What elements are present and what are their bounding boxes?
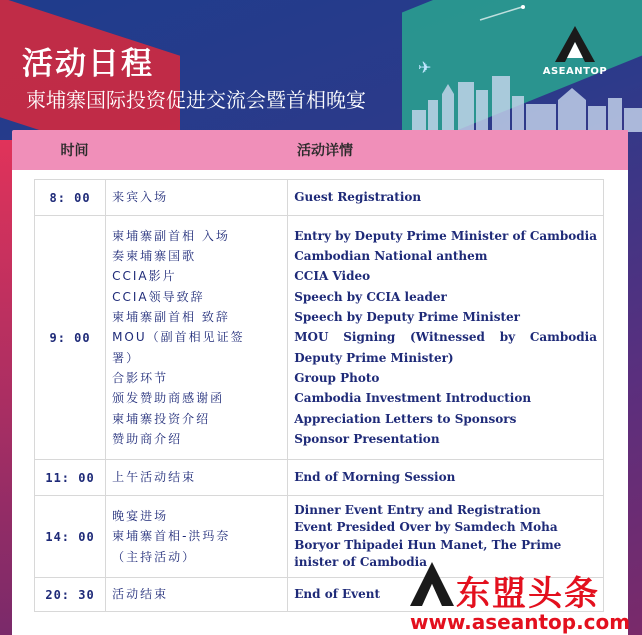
table-row xyxy=(35,216,604,460)
english-detail-line: Speech by CCIA leader xyxy=(294,289,447,304)
english-detail-line: Guest Registration xyxy=(294,190,422,205)
chinese-detail-line: 奏柬埔寨国歌 xyxy=(112,249,197,264)
chinese-detail-line: 来宾入场 xyxy=(112,190,169,205)
chinese-detail-line: （主持活动） xyxy=(112,549,197,564)
english-detail-line: Boryor Thipadei Hun Manet, The Prime xyxy=(294,537,562,552)
english-detail-line: Speech by Deputy Prime Minister xyxy=(294,310,520,325)
english-detail-cell xyxy=(288,460,604,496)
column-header-detail: 活动详情 xyxy=(297,143,353,159)
chinese-detail-line: MOU（副首相见证签 xyxy=(112,330,245,345)
chinese-detail-line: CCIA领导致辞 xyxy=(112,289,205,304)
time-cell: 8: 00 xyxy=(35,180,106,216)
english-detail-cell xyxy=(288,180,604,216)
watermark-brand-text: 东盟头条 xyxy=(456,574,600,614)
english-detail-line: MOU Signing (Witnessed by Cambodia xyxy=(294,330,597,345)
chinese-detail-line: 柬埔寨投资介绍 xyxy=(112,411,211,426)
chinese-detail-line: 柬埔寨首相-洪玛奈 xyxy=(112,529,231,544)
chinese-detail-line: 柬埔寨副首相 致辞 xyxy=(112,310,230,325)
chinese-detail-line: 赞助商介绍 xyxy=(112,431,183,446)
airplane-icon: ✈ xyxy=(418,58,432,77)
english-detail-cell xyxy=(288,216,604,460)
page-subtitle: 柬埔寨国际投资促进交流会暨首相晚宴 xyxy=(26,88,366,112)
english-detail-line: Cambodia Investment Introduction xyxy=(294,391,532,406)
aseantop-watermark xyxy=(400,560,642,635)
english-detail-line: inister of Cambodia xyxy=(294,555,428,569)
schedule-table xyxy=(34,179,604,612)
english-detail-line: Appreciation Letters to Sponsors xyxy=(294,411,517,426)
chinese-detail-cell xyxy=(106,496,288,578)
english-detail-line: Cambodian National anthem xyxy=(294,249,488,264)
english-detail-line: Sponsor Presentation xyxy=(294,431,440,446)
english-detail-line: Entry by Deputy Prime Minister of Cambodia xyxy=(294,228,597,243)
column-header-time: 时间 xyxy=(60,143,89,159)
aseantop-watermark-icon xyxy=(408,560,456,608)
aseantop-logo-icon xyxy=(553,24,597,64)
chinese-detail-line: 晚宴进场 xyxy=(112,509,169,524)
chinese-detail-cell xyxy=(106,180,288,216)
chinese-detail-line: 合影环节 xyxy=(112,370,169,385)
english-detail-line: End of Event xyxy=(294,587,381,602)
shooting-star-icon xyxy=(478,4,528,22)
chinese-detail-line: 上午活动结束 xyxy=(112,470,197,485)
table-row xyxy=(35,180,604,216)
time-cell: 11: 00 xyxy=(35,460,106,496)
chinese-detail-line: 署） xyxy=(112,350,141,365)
chinese-detail-cell xyxy=(106,578,288,612)
page-title: 活动日程 xyxy=(22,46,154,82)
time-cell: 9: 00 xyxy=(35,216,106,460)
time-cell: 14: 00 xyxy=(35,496,106,578)
aseantop-logo xyxy=(540,24,610,86)
chinese-detail-line: 柬埔寨副首相 入场 xyxy=(112,228,230,243)
chinese-detail-line: 活动结束 xyxy=(112,587,169,602)
chinese-detail-line: CCIA影片 xyxy=(112,269,177,284)
chinese-detail-cell xyxy=(106,216,288,460)
english-detail-line: Dinner Event Entry and Registration xyxy=(294,502,541,517)
chinese-detail-cell xyxy=(106,460,288,496)
aseantop-logo-text: ASEANTOP xyxy=(542,66,608,77)
english-detail-line: End of Morning Session xyxy=(294,470,456,485)
watermark-url-text: www.aseantop.com xyxy=(410,610,631,634)
english-detail-line: Deputy Prime Minister) xyxy=(294,350,454,365)
english-detail-line: CCIA Video xyxy=(294,269,371,284)
english-detail-line: Group Photo xyxy=(294,370,380,385)
time-cell: 20: 30 xyxy=(35,578,106,612)
chinese-detail-line: 颁发赞助商感谢函 xyxy=(112,391,225,406)
english-detail-line: Event Presided Over by Samdech Moha xyxy=(294,520,558,534)
table-header-bar xyxy=(12,130,628,170)
table-row xyxy=(35,460,604,496)
